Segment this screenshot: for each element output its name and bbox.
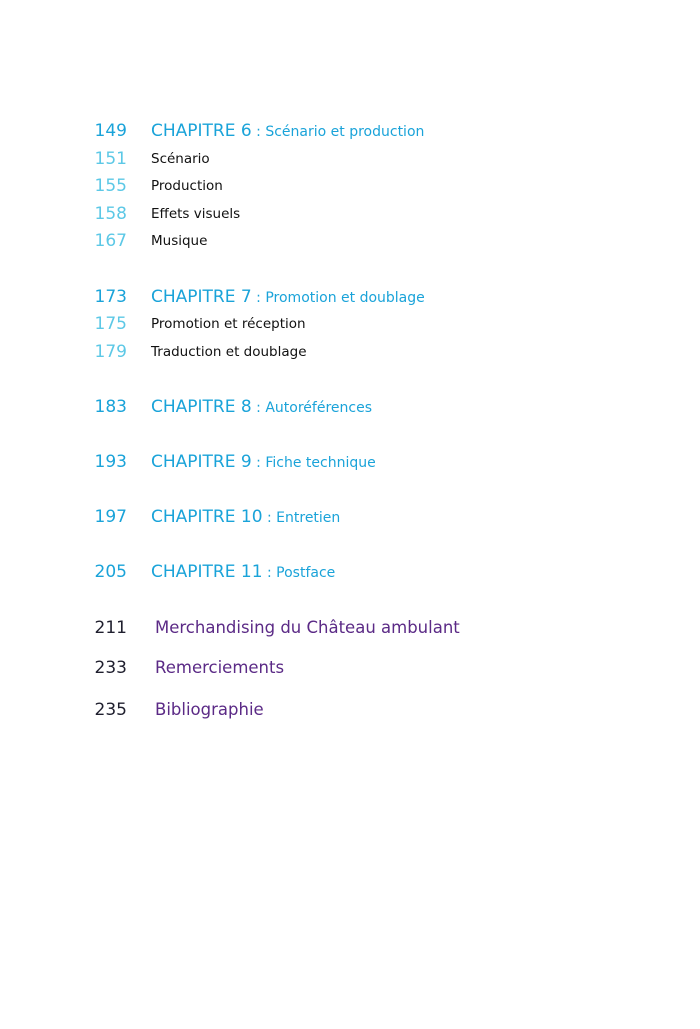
section-title: Musique [151,233,208,249]
page-number: 158 [94,204,127,224]
section-title: Effets visuels [151,206,241,222]
toc-entry-section [0,146,700,172]
chapter-title: Fiche technique [265,455,376,471]
chapter-separator: : [251,455,266,471]
entry-title: Bibliographie [155,700,264,719]
chapter-separator: : [262,565,277,581]
chapter-label: CHAPITRE 6 [151,121,252,141]
page-number: 205 [94,562,127,582]
toc-entry-chapter-10 [0,504,700,530]
chapter-label: CHAPITRE 9 [151,452,252,472]
toc-entry-section [0,311,700,337]
entry-title: Remerciements [155,658,285,677]
page-number: 179 [94,342,127,362]
chapter-heading [151,559,335,586]
toc-entry-section [0,173,700,199]
page-number: 193 [94,452,127,472]
chapter-title: Entretien [276,510,341,526]
chapter-separator: : [262,510,277,526]
chapter-separator: : [251,400,266,416]
toc-entry-remerciements [0,655,700,681]
page-number: 155 [94,176,127,196]
chapter-title: Postface [276,565,336,581]
toc-entry-chapter-6 [0,118,700,144]
toc-entry-bibliographie [0,697,700,723]
chapter-heading [151,118,424,145]
chapter-title: Promotion et doublage [265,290,425,306]
section-title: Traduction et doublage [151,344,307,360]
page-number: 197 [94,507,127,527]
page-number: 175 [94,314,127,334]
chapter-heading [151,449,376,476]
page-number: 233 [94,658,127,678]
page-number: 235 [94,700,127,720]
toc-entry-section [0,201,700,227]
chapter-heading [151,284,425,311]
chapter-separator: : [251,124,266,140]
chapter-title: Scénario et production [265,124,425,140]
toc-entry-chapter-7 [0,284,700,310]
page-number: 149 [94,121,127,141]
section-title: Production [151,178,223,194]
toc-entry-section [0,228,700,254]
toc-entry-merchandising [0,615,700,641]
section-title: Scénario [151,151,210,167]
chapter-heading [151,394,372,421]
page-number: 183 [94,397,127,417]
toc-entry-chapter-8 [0,394,700,420]
chapter-separator: : [251,290,266,306]
chapter-label: CHAPITRE 7 [151,287,252,307]
chapter-title: Autoréférences [265,400,372,416]
chapter-heading [151,504,340,531]
toc-entry-chapter-11 [0,559,700,585]
section-title: Promotion et réception [151,316,306,332]
toc-entry-chapter-9 [0,449,700,475]
page-number: 151 [94,149,127,169]
chapter-label: CHAPITRE 10 [151,507,263,527]
page-number: 173 [94,287,127,307]
page-number: 167 [94,231,127,251]
page-number: 211 [94,618,127,638]
entry-title: Merchandising du Château ambulant [155,618,460,637]
toc-entry-section [0,339,700,365]
chapter-label: CHAPITRE 8 [151,397,252,417]
chapter-label: CHAPITRE 11 [151,562,263,582]
